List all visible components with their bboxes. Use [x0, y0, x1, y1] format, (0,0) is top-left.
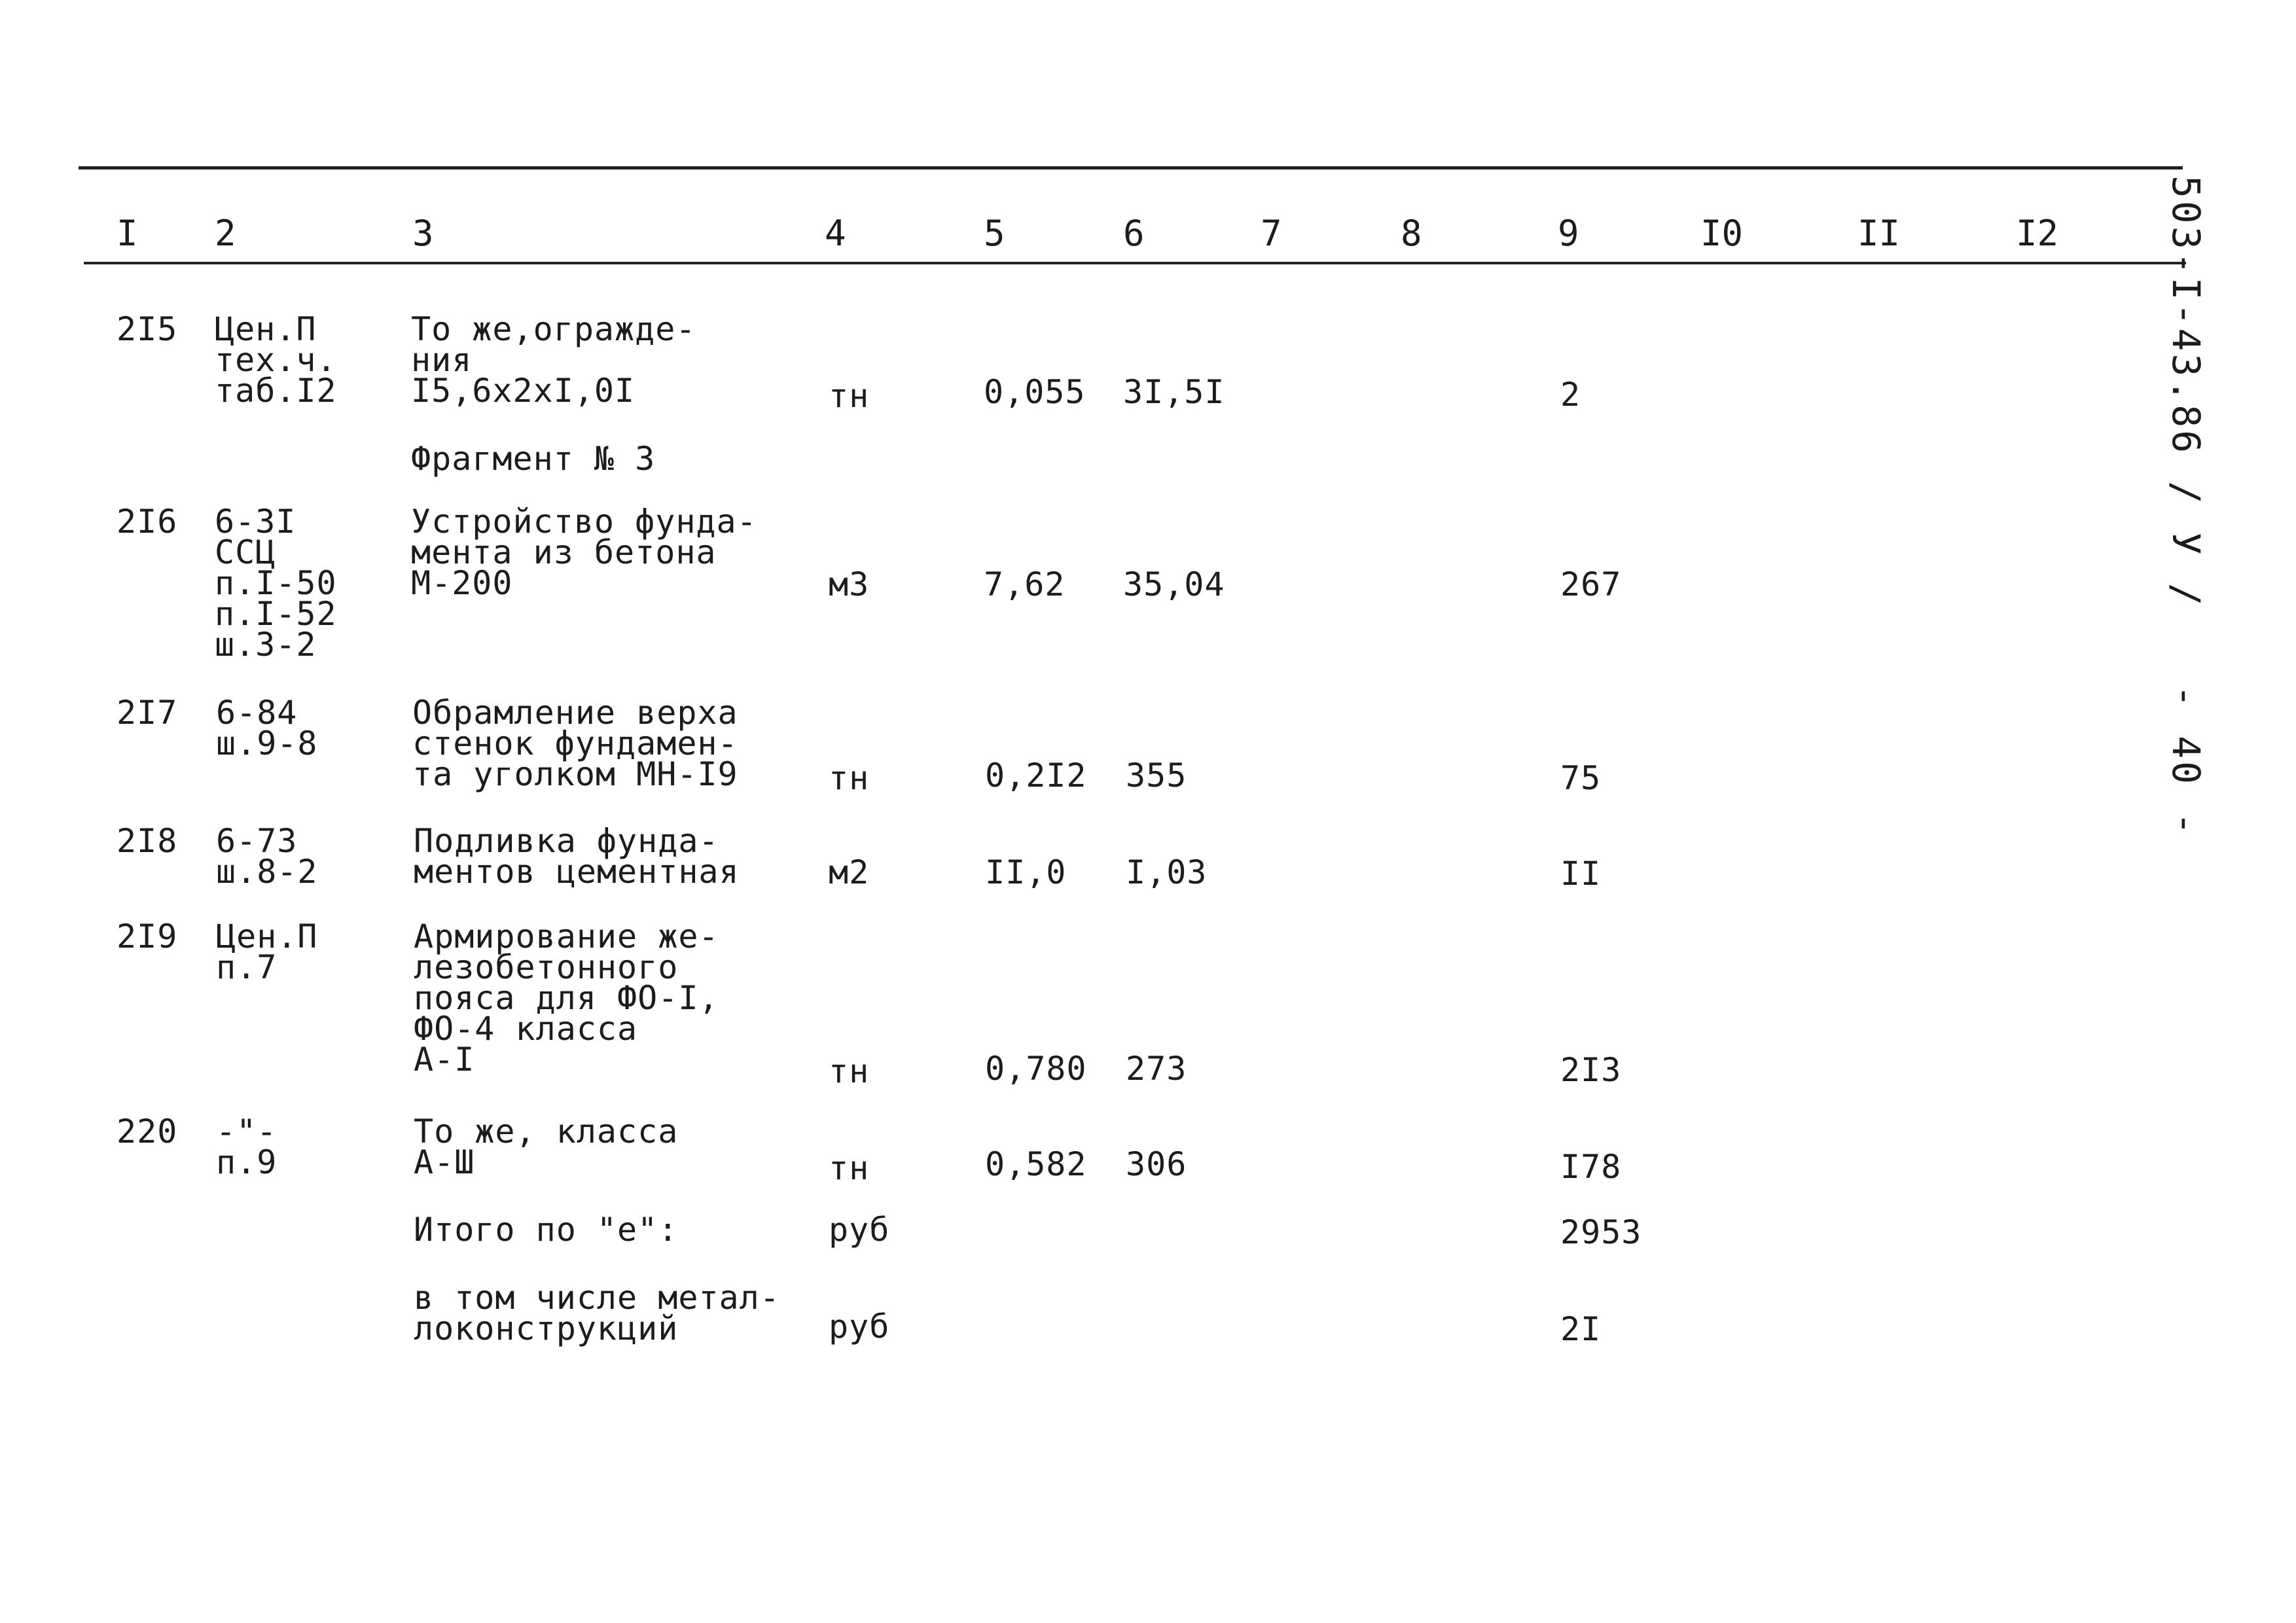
col-header-2: 2: [215, 213, 236, 254]
row-unit: тн: [829, 1052, 870, 1090]
row-desc: Устройство фунда- мента из бетона М-200: [411, 503, 757, 602]
total-value: 2953: [1560, 1213, 1642, 1251]
row-number: 2I9: [117, 918, 178, 955]
row-ref: Цен.П п.7: [216, 918, 318, 986]
row-unit: м2: [829, 853, 870, 891]
col-header-1: I: [117, 213, 138, 254]
row-price: 35,04: [1123, 565, 1225, 603]
total-label: Итого по "е":: [414, 1211, 679, 1249]
row-desc: То же, класса А-Ш: [414, 1113, 679, 1181]
row-number: 2I5: [117, 310, 178, 348]
col-header-3: 3: [412, 213, 434, 254]
total-unit: руб: [829, 1308, 890, 1346]
row-total: I78: [1560, 1148, 1622, 1186]
row-total: 2I3: [1560, 1051, 1622, 1089]
row-price: 306: [1126, 1145, 1187, 1183]
row-number: 2I8: [117, 822, 178, 860]
row-price: 3I,5I: [1123, 373, 1225, 411]
row-ref: 6-73 ш.8-2: [216, 822, 318, 891]
row-desc: Армирование же- лезобетонного пояса для ФО-I, ФО-4 класса А-I: [414, 918, 719, 1079]
row-price: 273: [1126, 1050, 1187, 1088]
row-total: 267: [1560, 565, 1622, 603]
row-desc: Обрамление верха стенок фундамен- та уголком МН-I9: [412, 694, 738, 793]
header-rule: [84, 262, 2186, 264]
row-total: 75: [1560, 759, 1602, 797]
total-value: 2I: [1560, 1310, 1602, 1348]
row-qty: 0,055: [984, 373, 1086, 411]
top-rule: [79, 166, 2183, 169]
col-header-11: II: [1857, 213, 1901, 254]
row-qty: 0,582: [985, 1145, 1087, 1183]
col-header-6: 6: [1123, 213, 1145, 254]
row-unit: тн: [829, 1149, 870, 1187]
row-ref: Цен.П тех.ч. таб.I2: [215, 310, 337, 410]
section-heading: Фрагмент № 3: [411, 440, 656, 478]
row-ref: 6-84 ш.9-8: [216, 694, 318, 762]
total-unit: руб: [829, 1211, 890, 1249]
row-desc: Подливка фунда- ментов цементная: [414, 822, 740, 891]
col-header-7: 7: [1261, 213, 1282, 254]
row-qty: 7,62: [984, 565, 1066, 603]
col-header-10: I0: [1700, 213, 1744, 254]
total-label: в том числе метал- локонструкций: [414, 1279, 780, 1347]
col-header-4: 4: [825, 213, 846, 254]
row-ref: -"- п.9: [216, 1113, 278, 1181]
row-unit: тн: [829, 759, 870, 797]
row-total: 2: [1560, 376, 1581, 414]
document-code-label: 503-I-43.86 / У / - 40 -: [2164, 175, 2208, 838]
row-qty: II,0: [985, 853, 1067, 891]
row-unit: тн: [829, 377, 870, 415]
row-desc: То же,огражде- ния I5,6х2хI,0I: [411, 310, 696, 410]
col-header-5: 5: [984, 213, 1005, 254]
row-price: I,03: [1126, 853, 1208, 891]
col-header-9: 9: [1558, 213, 1579, 254]
row-ref: 6-3I ССЦ п.I-50 п.I-52 ш.3-2: [215, 503, 337, 664]
row-price: 355: [1126, 757, 1187, 794]
row-unit: м3: [829, 565, 870, 603]
row-qty: 0,780: [985, 1050, 1087, 1088]
row-total: II: [1560, 855, 1602, 893]
row-number: 220: [117, 1113, 178, 1150]
row-number: 2I6: [117, 503, 178, 541]
col-header-8: 8: [1401, 213, 1422, 254]
row-qty: 0,2I2: [985, 757, 1087, 794]
col-header-12: I2: [2016, 213, 2059, 254]
row-number: 2I7: [117, 694, 178, 732]
